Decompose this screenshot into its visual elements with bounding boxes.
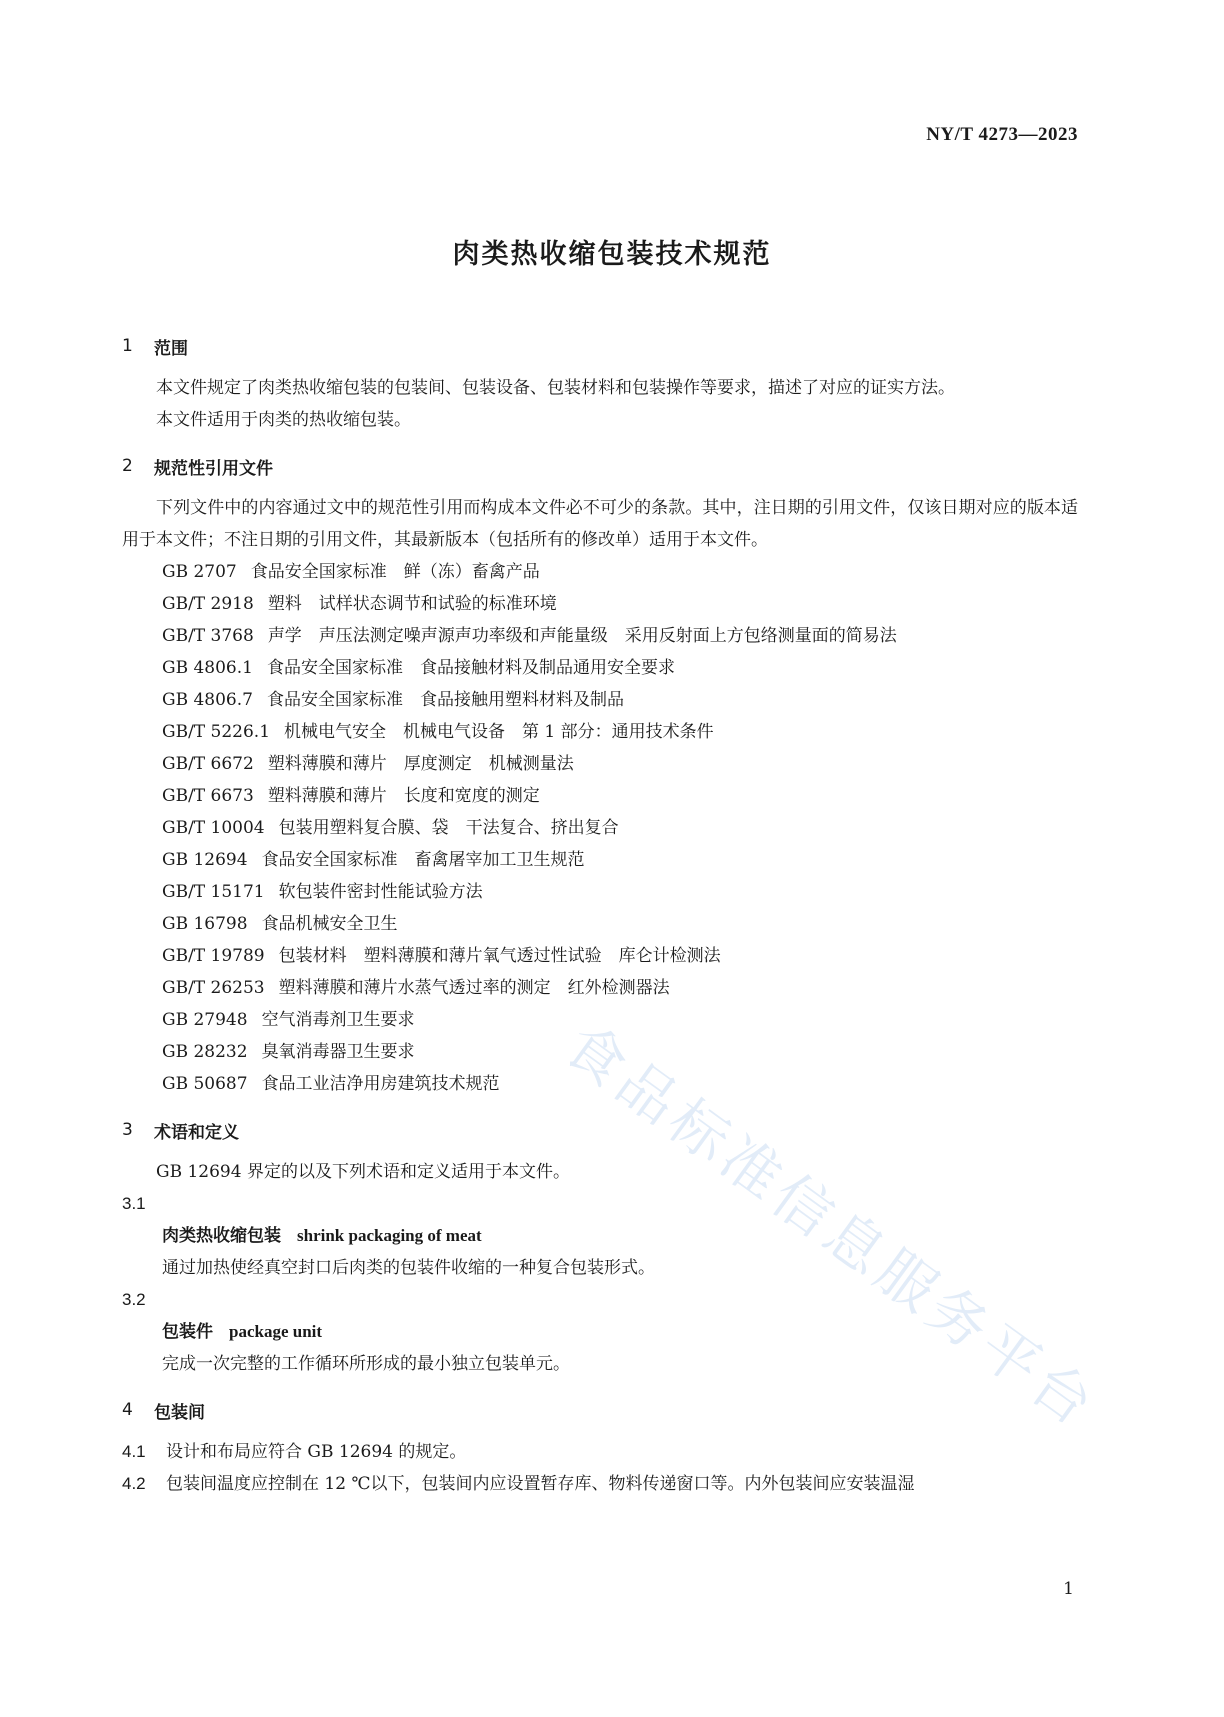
reference-item	[122, 748, 1078, 780]
reference-item	[122, 972, 1078, 1004]
section-4-heading	[122, 1394, 1078, 1426]
reference-code: GB 12694	[162, 850, 248, 870]
reference-title: 食品安全国家标准 食品接触用塑料材料及制品	[266, 690, 624, 710]
clause	[122, 1436, 1078, 1468]
reference-code: GB 27948	[162, 1010, 248, 1030]
reference-title: 塑料 试样状态调节和试验的标准环境	[267, 594, 557, 614]
reference-title: 塑料薄膜和薄片 长度和宽度的测定	[267, 786, 540, 806]
document-body	[122, 330, 1078, 1500]
reference-code: GB 4806.7	[162, 690, 253, 710]
section-number: 4	[122, 1400, 133, 1420]
clause	[122, 1468, 1078, 1500]
reference-item	[122, 1004, 1078, 1036]
section-1-heading	[122, 330, 1078, 362]
term-definition: 通过加热使经真空封口后肉类的包装件收缩的一种复合包装形式。	[162, 1258, 655, 1278]
page-number: 1	[1063, 1579, 1074, 1599]
term-number: 3.2	[122, 1290, 146, 1309]
section-3-heading	[122, 1114, 1078, 1146]
reference-title: 软包装件密封性能试验方法	[278, 882, 483, 902]
section-title: 规范性引用文件	[154, 458, 273, 479]
reference-title: 食品工业洁净用房建筑技术规范	[261, 1074, 500, 1094]
document-title: 肉类热收缩包装技术规范	[452, 239, 772, 270]
term-number: 3.1	[122, 1194, 146, 1213]
reference-item	[122, 812, 1078, 844]
reference-item	[122, 780, 1078, 812]
reference-title: 臭氧消毒器卫生要求	[261, 1042, 415, 1062]
reference-title: 声学 声压法测定噪声源声功率级和声能量级 采用反射面上方包络测量面的简易法	[267, 626, 897, 646]
reference-code: GB 2707	[162, 562, 237, 582]
reference-title: 包装材料 塑料薄膜和薄片氧气透过性试验 库仑计检测法	[278, 946, 721, 966]
reference-item	[122, 588, 1078, 620]
reference-code: GB 50687	[162, 1074, 248, 1094]
reference-title: 食品安全国家标准 畜禽屠宰加工卫生规范	[261, 850, 585, 870]
section-number: 3	[122, 1120, 133, 1140]
section-2-heading	[122, 450, 1078, 482]
clause-text: 设计和布局应符合 GB 12694 的规定。	[166, 1442, 467, 1462]
reference-title: 包装用塑料复合膜、袋 干法复合、挤出复合	[278, 818, 619, 838]
reference-code: GB/T 6673	[162, 786, 254, 806]
reference-item	[122, 908, 1078, 940]
reference-item	[122, 716, 1078, 748]
reference-code: GB/T 19789	[162, 946, 265, 966]
term-zh: 肉类热收缩包装	[162, 1226, 281, 1246]
paragraph: 本文件规定了肉类热收缩包装的包装间、包装设备、包装材料和包装操作等要求，描述了对应的证实方法。	[156, 378, 955, 398]
reference-list	[122, 556, 1078, 1100]
paragraph: 下列文件中的内容通过文中的规范性引用而构成本文件必不可少的条款。其中，注日期的引用文件，仅该日期对应的版本适用于本文件；不注日期的引用文件，其最新版本（包括所有的修改单）适用于本文件。	[122, 498, 1078, 550]
reference-item	[122, 620, 1078, 652]
paragraph: 本文件适用于肉类的热收缩包装。	[156, 410, 411, 430]
clause-number: 4.1	[122, 1442, 146, 1461]
term-title	[122, 1316, 1078, 1348]
reference-code: GB/T 3768	[162, 626, 254, 646]
reference-item	[122, 876, 1078, 908]
reference-code: GB/T 10004	[162, 818, 265, 838]
paragraph: GB 12694 界定的以及下列术语和定义适用于本文件。	[156, 1162, 570, 1182]
clause-text: 包装间温度应控制在 12 ℃以下，包装间内应设置暂存库、物料传递窗口等。内外包装间应安装温湿	[166, 1474, 915, 1494]
reference-title: 塑料薄膜和薄片 厚度测定 机械测量法	[267, 754, 574, 774]
reference-title: 机械电气安全 机械电气设备 第 1 部分：通用技术条件	[284, 722, 714, 742]
reference-item	[122, 652, 1078, 684]
term-en: shrink packaging of meat	[297, 1226, 482, 1245]
reference-code: GB 28232	[162, 1042, 248, 1062]
reference-title: 食品安全国家标准 鲜（冻）畜禽产品	[250, 562, 540, 582]
term-zh: 包装件	[162, 1322, 213, 1342]
reference-code: GB/T 6672	[162, 754, 254, 774]
term-definition: 完成一次完整的工作循环所形成的最小独立包装单元。	[162, 1354, 570, 1374]
reference-item	[122, 684, 1078, 716]
section-title: 术语和定义	[154, 1122, 239, 1143]
reference-code: GB/T 26253	[162, 978, 265, 998]
reference-title: 食品机械安全卫生	[261, 914, 398, 934]
section-title: 包装间	[154, 1402, 205, 1423]
reference-title: 塑料薄膜和薄片水蒸气透过率的测定 红外检测器法	[278, 978, 670, 998]
watermark: 食品标准信息服务平台	[552, 1010, 1111, 1442]
reference-item	[122, 1068, 1078, 1100]
reference-title: 空气消毒剂卫生要求	[261, 1010, 415, 1030]
reference-item	[122, 556, 1078, 588]
reference-code: GB 4806.1	[162, 658, 253, 678]
reference-item	[122, 1036, 1078, 1068]
reference-item	[122, 844, 1078, 876]
reference-item	[122, 940, 1078, 972]
section-title: 范围	[154, 338, 188, 359]
reference-code: GB/T 5226.1	[162, 722, 271, 742]
section-number: 1	[122, 336, 133, 356]
term-en: package unit	[229, 1322, 323, 1341]
reference-code: GB 16798	[162, 914, 248, 934]
clause-number: 4.2	[122, 1474, 146, 1493]
reference-title: 食品安全国家标准 食品接触材料及制品通用安全要求	[266, 658, 675, 678]
reference-code: GB/T 2918	[162, 594, 254, 614]
term-title	[122, 1220, 1078, 1252]
reference-code: GB/T 15171	[162, 882, 265, 902]
standard-code: NY/T 4273—2023	[926, 124, 1078, 145]
section-number: 2	[122, 456, 133, 476]
